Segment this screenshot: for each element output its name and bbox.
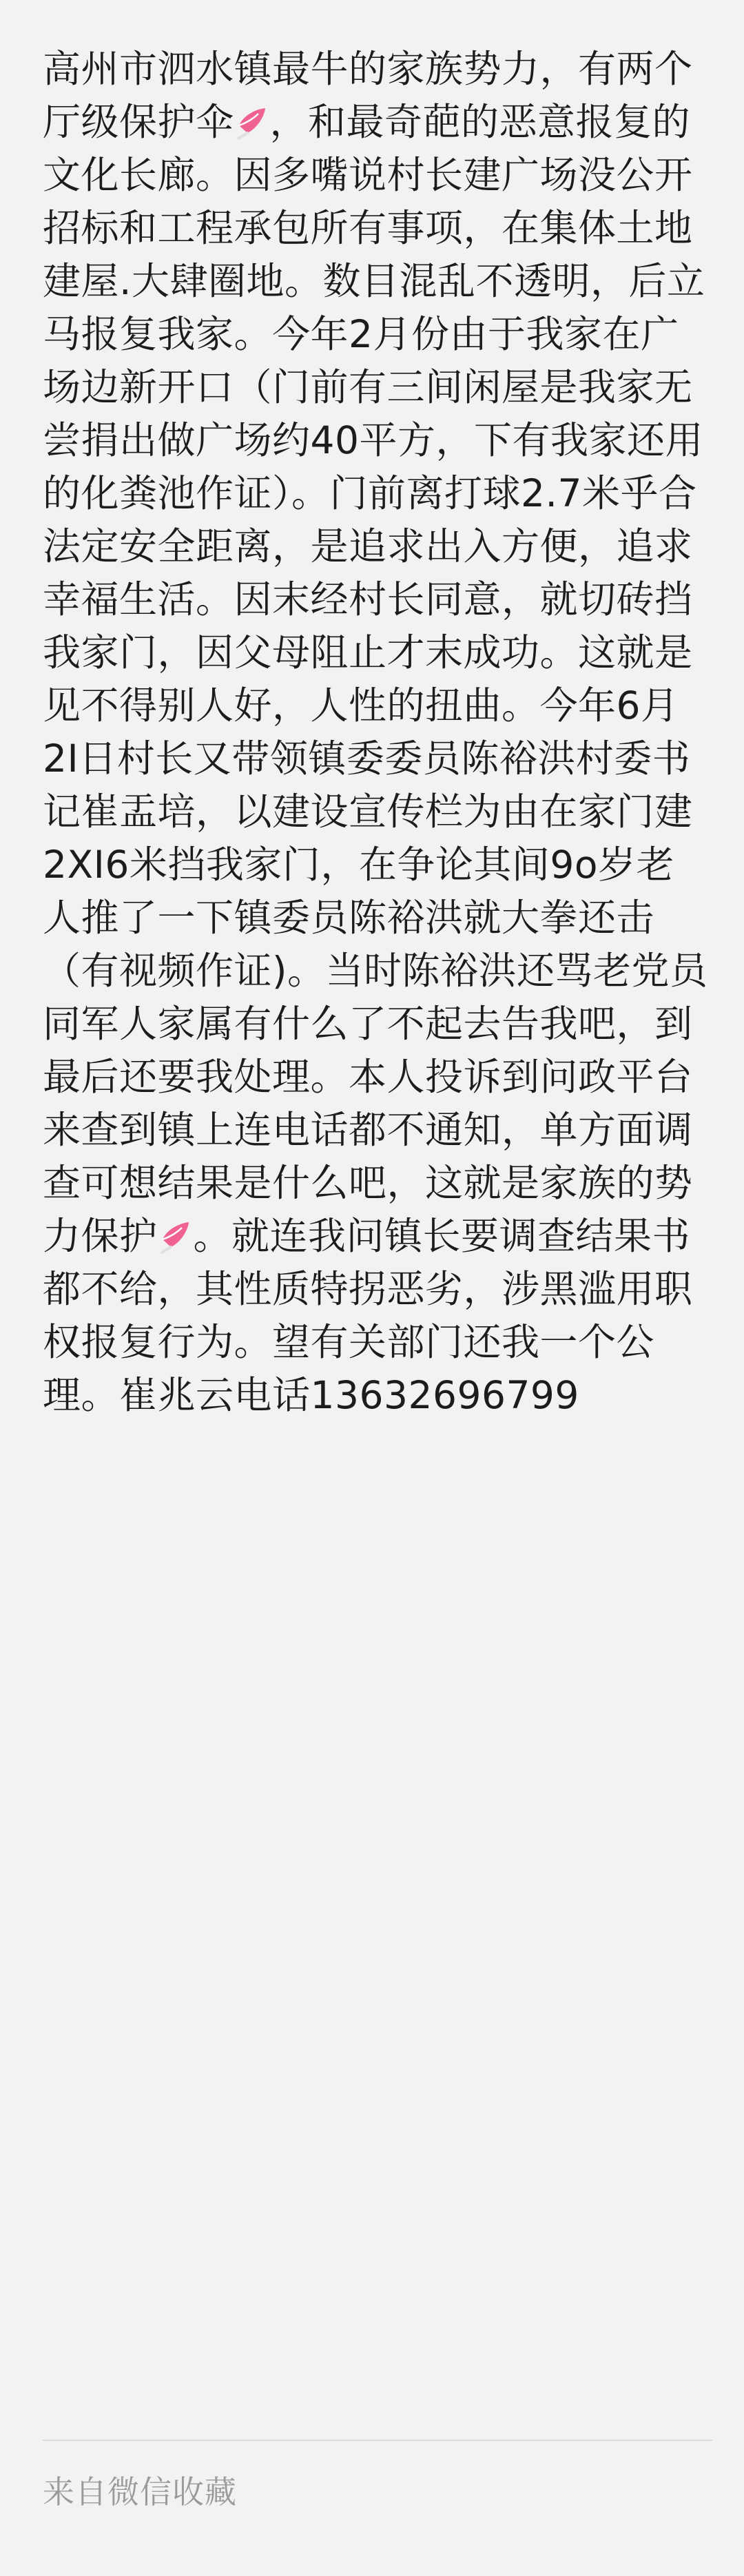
- article-text-part-2: ，和最奇葩的恶意报复的文化长廊。因多嘴说村长建广场没公开招标和工程承包所有事项，在集体土地建屋.大肆圈地。数目混乱不透明，后立马报复我家。今年2月份由于我家在广场边新开口（门前有三间闲屋是我家无尝捐出做广场约40平方，下有我家还用的化粪池作证）。门前离打球2.7米乎合法定安全距离，是追求出入方便，追求幸福生活。因末经村长同意，就切砖挡我家门，因父母阻止才末成功。这就是见不得别人好，人性的扭曲。今年6月2I日村长又带领镇委委员陈裕洪村委书记崔盂培，以建设宣传栏为由在家门建2XI6米挡我家门，在争论其间9o岁老人推了一下镇委员陈裕洪就大拳还击（有视频作证)。当时陈裕洪还骂老党员同军人家属有什么了不起去告我吧，到最后还要我处理。本人投诉到问政平台来查到镇上连电话都不通知，单方面调查可想结果是什么吧，这就是家族的势力保护: [43, 100, 708, 1258]
- article-body: [43, 43, 708, 1422]
- footer-divider: [43, 2440, 712, 2441]
- article-text-part-3: 。就连我问镇长要调查结果书都不给，其性质特拐恶劣，涉黑滥用职权报复行为。望有关部门还我一个公理。崔兆云电话13632696799: [43, 1214, 693, 1417]
- umbrella-icon-2: [158, 1215, 194, 1251]
- article-text-part-1: 高州市泗水镇最牛的家族势力，有两个厅级保护伞: [43, 47, 693, 144]
- umbrella-icon: [234, 101, 270, 137]
- source-label: 来自微信收藏: [43, 2473, 237, 2511]
